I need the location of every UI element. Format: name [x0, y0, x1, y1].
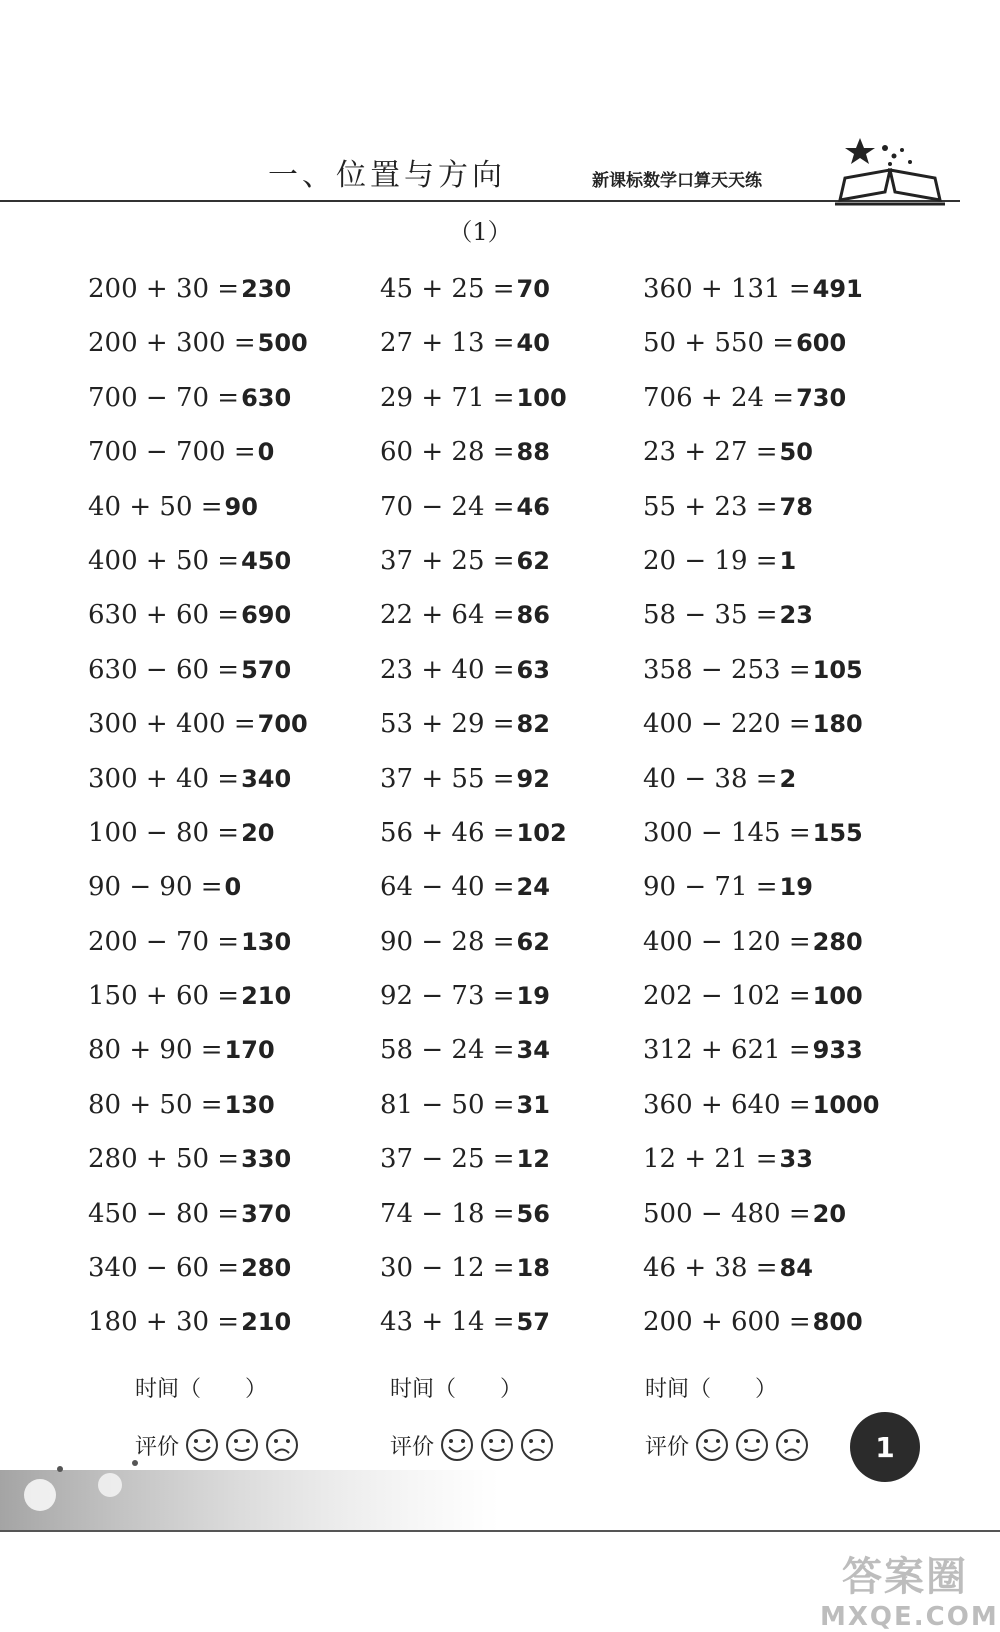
problem-answer: 230 [241, 275, 292, 303]
problem-answer: 170 [224, 1036, 275, 1065]
problem-answer: 690 [241, 601, 292, 630]
problem-row [643, 697, 913, 751]
problem-row [88, 969, 358, 1023]
problem-answer: 2 [779, 764, 797, 793]
problem-answer: 340 [241, 764, 292, 793]
problem-expression: 360 + 131 = [643, 274, 811, 304]
problem-expression: 100 − 80 = [88, 817, 240, 848]
problem-row [643, 860, 913, 914]
rating-label: 评价 [390, 1434, 435, 1460]
problem-answer: 130 [224, 1090, 275, 1119]
problem-expression: 630 + 60 = [88, 600, 240, 631]
problem-row [88, 316, 358, 370]
problem-expression: 400 + 50 = [88, 545, 240, 576]
problem-expression: 400 − 220 = [643, 709, 811, 740]
problem-answer: 800 [812, 1308, 863, 1337]
problem-answer: 500 [257, 329, 308, 358]
problem-answer: 19 [779, 873, 813, 902]
problem-answer: 630 [241, 383, 292, 412]
problem-expression: 300 − 145 = [643, 817, 811, 848]
problem-expression: 58 − 24 = [380, 1035, 515, 1066]
problem-row [88, 1078, 358, 1132]
problem-answer: 92 [516, 764, 550, 793]
problem-expression: 55 + 23 = [643, 491, 778, 522]
problem-answer: 700 [257, 710, 308, 739]
rating-row [645, 1420, 865, 1470]
problem-answer: 90 [224, 492, 258, 521]
problem-row [380, 915, 650, 969]
problem-expression: 300 + 400 = [88, 709, 256, 740]
problem-answer: 491 [812, 275, 863, 303]
problem-answer: 210 [241, 1308, 292, 1337]
problem-row [643, 806, 913, 860]
problem-answer: 105 [812, 655, 863, 684]
problem-answer: 210 [241, 982, 292, 1011]
problem-row [88, 588, 358, 642]
problem-answer: 84 [779, 1254, 813, 1283]
problem-expression: 80 + 50 = [88, 1089, 223, 1120]
problem-expression: 630 − 60 = [88, 654, 240, 685]
problem-expression: 360 + 640 = [643, 1089, 811, 1120]
problem-answer: 0 [257, 438, 275, 467]
problem-row [380, 1023, 650, 1077]
problem-expression: 312 + 621 = [643, 1035, 811, 1066]
problem-expression: 30 − 12 = [380, 1253, 515, 1284]
problem-row [643, 316, 913, 370]
problem-row [643, 262, 913, 316]
problem-row [88, 480, 358, 534]
problem-row [643, 371, 913, 425]
problem-answer: 20 [812, 1199, 847, 1228]
problem-answer: 102 [516, 818, 567, 847]
problem-answer: 330 [241, 1145, 292, 1174]
problem-row [380, 1295, 650, 1349]
problem-answer: 933 [812, 1036, 863, 1065]
problem-answer: 450 [241, 546, 292, 575]
problem-row [380, 752, 650, 806]
time-label: 时间（ ） [645, 1377, 778, 1402]
problem-answer: 88 [516, 438, 550, 467]
problem-row [380, 316, 650, 370]
smile-face-icon[interactable] [695, 1428, 729, 1462]
problem-row [380, 1187, 650, 1241]
problem-answer: 33 [779, 1145, 813, 1174]
problem-row [643, 1187, 913, 1241]
problem-row [643, 1241, 913, 1295]
problem-row [380, 806, 650, 860]
problem-column-1 [88, 262, 358, 1350]
problem-row [380, 969, 650, 1023]
problem-row [380, 588, 650, 642]
problem-expression: 300 + 40 = [88, 763, 240, 794]
problem-answer: 1 [779, 546, 797, 575]
problem-row [643, 1295, 913, 1349]
problem-answer: 570 [241, 655, 292, 684]
problem-row [88, 1132, 358, 1186]
problem-expression: 12 + 21 = [643, 1144, 778, 1175]
problem-column-3 [643, 262, 913, 1350]
problem-answer: 82 [516, 710, 550, 739]
problem-row [88, 534, 358, 588]
problem-answer: 600 [796, 329, 847, 358]
problem-expression: 58 − 35 = [643, 600, 778, 631]
problem-expression: 20 − 19 = [643, 545, 778, 576]
problem-expression: 70 − 24 = [380, 491, 515, 522]
problem-expression: 150 + 60 = [88, 981, 240, 1012]
problem-answer: 0 [224, 873, 242, 902]
problem-row [380, 697, 650, 751]
problem-row [643, 534, 913, 588]
problem-expression: 340 − 60 = [88, 1253, 240, 1284]
problem-row [380, 1241, 650, 1295]
problem-answer: 50 [779, 438, 813, 467]
problem-expression: 43 + 14 = [380, 1307, 515, 1338]
problem-expression: 56 + 46 = [380, 817, 515, 848]
time-label: 时间（ ） [390, 1377, 523, 1402]
problem-row [88, 1295, 358, 1349]
problem-answer: 24 [516, 873, 550, 902]
problem-expression: 40 − 38 = [643, 763, 778, 794]
problem-answer: 12 [516, 1145, 550, 1174]
problem-expression: 74 − 18 = [380, 1198, 515, 1229]
problem-row [643, 643, 913, 697]
problem-row [380, 262, 650, 316]
watermark [820, 1545, 999, 1632]
problem-expression: 706 + 24 = [643, 382, 795, 413]
problem-answer: 70 [516, 275, 550, 303]
problem-answer: 62 [516, 546, 550, 575]
problem-answer: 31 [516, 1090, 550, 1119]
problem-expression: 200 + 600 = [643, 1307, 811, 1338]
problem-expression: 90 − 28 = [380, 926, 515, 957]
problem-row [88, 1187, 358, 1241]
problem-answer: 18 [516, 1254, 550, 1283]
problem-expression: 200 + 30 = [88, 274, 240, 304]
problem-column-2 [380, 262, 650, 1350]
footer-block-3 [645, 1370, 865, 1470]
problem-row [88, 425, 358, 479]
problem-row [380, 371, 650, 425]
problem-row [380, 643, 650, 697]
problem-answer: 23 [779, 601, 813, 630]
problem-answer: 180 [812, 710, 863, 739]
problem-row [643, 480, 913, 534]
problem-answer: 57 [516, 1308, 550, 1337]
exercise-number: （1） [448, 218, 512, 246]
watermark-url: MXQE.COM [820, 1602, 999, 1632]
problem-expression: 29 + 71 = [380, 382, 515, 413]
problem-expression: 23 + 40 = [380, 654, 515, 685]
problem-expression: 81 − 50 = [380, 1089, 515, 1120]
problem-expression: 90 − 71 = [643, 872, 778, 903]
rating-label: 评价 [645, 1434, 690, 1460]
problem-row [380, 480, 650, 534]
problem-row [88, 806, 358, 860]
problem-row [88, 697, 358, 751]
problem-expression: 180 + 30 = [88, 1307, 240, 1338]
open-book-icon [830, 130, 950, 212]
problem-row [88, 752, 358, 806]
problem-row [88, 1023, 358, 1077]
problem-answer: 86 [516, 601, 550, 630]
problem-row [643, 915, 913, 969]
problem-answer: 40 [516, 329, 550, 358]
problem-expression: 200 − 70 = [88, 926, 240, 957]
problem-expression: 37 + 25 = [380, 545, 515, 576]
problem-expression: 37 + 55 = [380, 763, 515, 794]
sad-face-icon[interactable] [775, 1428, 809, 1462]
problem-expression: 80 + 90 = [88, 1035, 223, 1066]
problem-answer: 34 [516, 1036, 550, 1065]
problem-expression: 64 − 40 = [380, 872, 515, 903]
problem-expression: 23 + 27 = [643, 437, 778, 468]
problem-row [88, 643, 358, 697]
problem-expression: 358 − 253 = [643, 654, 811, 685]
problem-answer: 20 [241, 818, 275, 847]
problem-expression: 500 − 480 = [643, 1198, 811, 1229]
problem-expression: 53 + 29 = [380, 709, 515, 740]
problem-expression: 37 − 25 = [380, 1144, 515, 1175]
problem-expression: 27 + 13 = [380, 328, 515, 359]
rating-label: 评价 [135, 1434, 180, 1460]
problem-answer: 46 [516, 492, 550, 521]
neutral-face-icon[interactable] [735, 1428, 769, 1462]
sad-face-icon[interactable] [520, 1428, 554, 1462]
page-number-badge: 1 [850, 1412, 920, 1482]
problem-expression: 50 + 550 = [643, 328, 795, 359]
problem-row [88, 1241, 358, 1295]
problem-expression: 92 − 73 = [380, 981, 515, 1012]
problem-row [643, 588, 913, 642]
problem-answer: 280 [812, 927, 863, 956]
problem-expression: 90 − 90 = [88, 872, 223, 903]
problem-row [380, 1132, 650, 1186]
problem-expression: 450 − 80 = [88, 1198, 240, 1229]
problem-row [380, 534, 650, 588]
problem-expression: 200 + 300 = [88, 328, 256, 359]
decorative-speckle-band [0, 1455, 500, 1530]
page-header [0, 140, 960, 202]
problem-answer: 78 [779, 492, 813, 521]
series-name: 新课标数学口算天天练 [592, 171, 762, 191]
problem-row [643, 1078, 913, 1132]
problem-answer: 1000 [812, 1090, 880, 1119]
problem-row [380, 425, 650, 479]
problem-expression: 700 − 700 = [88, 437, 256, 468]
problem-answer: 56 [516, 1199, 550, 1228]
problem-row [88, 860, 358, 914]
problem-answer: 280 [241, 1254, 292, 1283]
problem-answer: 62 [516, 927, 550, 956]
problem-row [643, 425, 913, 479]
problem-expression: 46 + 38 = [643, 1253, 778, 1284]
problem-answer: 63 [516, 655, 550, 684]
problem-expression: 400 − 120 = [643, 926, 811, 957]
problem-answer: 19 [516, 982, 550, 1011]
problem-expression: 22 + 64 = [380, 600, 515, 631]
problem-expression: 280 + 50 = [88, 1144, 240, 1175]
star-icon [845, 138, 875, 164]
problem-row [643, 1023, 913, 1077]
problem-expression: 60 + 28 = [380, 437, 515, 468]
problem-answer: 100 [812, 982, 863, 1011]
problem-answer: 130 [241, 927, 292, 956]
problem-row [88, 371, 358, 425]
problem-expression: 40 + 50 = [88, 491, 223, 522]
problem-expression: 45 + 25 = [380, 274, 515, 304]
problem-row [643, 1132, 913, 1186]
time-label: 时间（ ） [135, 1377, 268, 1402]
problem-answer: 155 [812, 818, 863, 847]
problem-answer: 100 [516, 383, 567, 412]
watermark-text: 答案圈 [842, 1554, 968, 1600]
problem-expression: 700 − 70 = [88, 382, 240, 413]
problem-answer: 730 [796, 383, 847, 412]
problem-row [643, 752, 913, 806]
problem-row [88, 262, 358, 316]
problem-row [380, 1078, 650, 1132]
problem-answer: 370 [241, 1199, 292, 1228]
bottom-rule [0, 1530, 1000, 1532]
problem-expression: 202 − 102 = [643, 981, 811, 1012]
problem-row [380, 860, 650, 914]
problem-row [643, 969, 913, 1023]
page-title: 一、位置与方向 [268, 158, 506, 193]
problem-row [88, 915, 358, 969]
